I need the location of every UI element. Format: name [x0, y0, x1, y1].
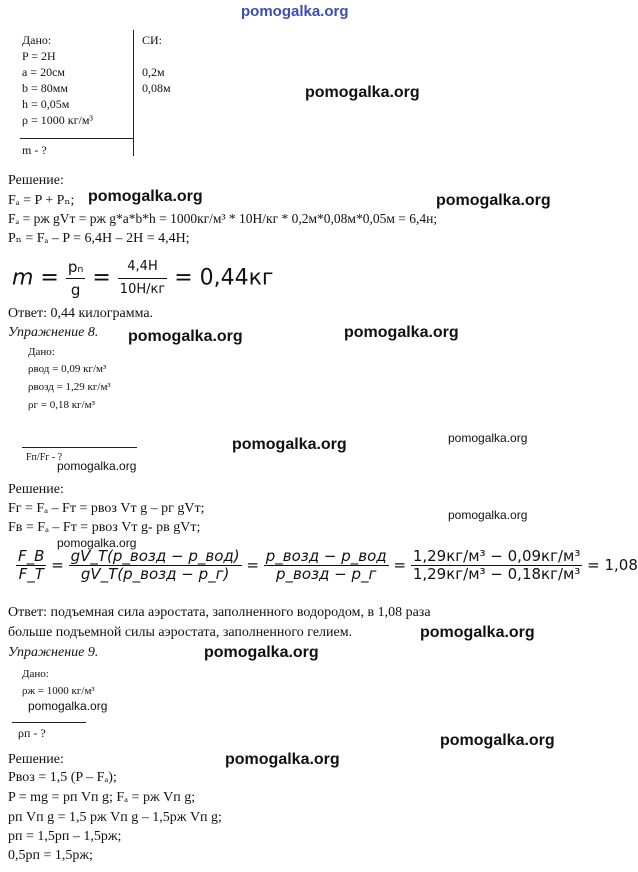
watermark[interactable]: pomogalka.org: [344, 324, 459, 341]
si-item: 0,2м: [142, 65, 165, 79]
formula-result: = 1,08: [587, 556, 638, 574]
given-item: ρвозд = 1,29 кг/м³: [28, 381, 111, 393]
fraction-numerator: 1,29кг/м³ − 0,09кг/м³: [412, 547, 581, 565]
formula-fraction: [411, 548, 583, 583]
formula-fraction: [66, 256, 86, 301]
find-label: m - ?: [22, 143, 47, 157]
solution-line: Fг = Fₐ – Fт = pвоз Vт g – pг gVт;: [8, 501, 205, 516]
fraction-numerator: gV_T(p_возд − p_вод): [70, 547, 240, 565]
given-item: h = 0,05м: [22, 97, 70, 111]
watermark[interactable]: pomogalka.org: [28, 699, 108, 713]
answer: Ответ: 0,44 килограмма.: [8, 306, 154, 321]
fraction-denominator: 10Н/кг: [119, 282, 166, 297]
fraction-denominator: 1,29кг/м³ − 0,18кг/м³: [412, 565, 581, 583]
solution-line: Pₙ = Fₐ – P = 6,4Н – 2Н = 4,4Н;: [8, 231, 190, 246]
formula-fraction: [69, 548, 242, 583]
formula-fraction: [16, 548, 46, 583]
answer: Ответ: подъемная сила аэростата, заполненного водородом, в 1,08 раза: [8, 605, 431, 620]
solution-line: P = mg = pп Vп g; Fₐ = pж Vп g;: [8, 790, 196, 805]
watermark[interactable]: pomogalka.org: [305, 84, 420, 101]
fraction-denominator: gV_T(p_возд − p_г): [80, 565, 230, 583]
watermark[interactable]: pomogalka.org: [57, 536, 137, 550]
given-item: P = 2H: [22, 49, 56, 63]
formula-equals: =: [92, 265, 111, 291]
fraction-numerator: pₙ: [66, 256, 86, 279]
si-item: 0,08м: [142, 81, 171, 95]
solution-title: Решение:: [8, 173, 64, 188]
watermark[interactable]: pomogalka.org: [128, 328, 243, 345]
solution-line: Pвоз = 1,5 (P – Fₐ);: [8, 770, 117, 785]
watermark[interactable]: pomogalka.org: [440, 732, 555, 749]
solution-title: Решение:: [8, 752, 64, 767]
watermark[interactable]: pomogalka.org: [420, 624, 535, 641]
find-label: Fп/Fг - ?: [26, 452, 63, 463]
watermark[interactable]: pomogalka.org: [57, 459, 137, 473]
fraction-denominator: g: [70, 281, 81, 299]
given-title: Дано:: [22, 668, 49, 680]
watermark[interactable]: pomogalka.org: [448, 431, 528, 445]
given-item: a = 20см: [22, 65, 66, 79]
mass-formula: [12, 256, 273, 301]
watermark[interactable]: pomogalka.org: [232, 436, 347, 453]
solution-line: 0,5pп = 1,5pж;: [8, 848, 93, 863]
fraction-numerator: 4,4Н: [118, 256, 167, 279]
watermark[interactable]: pomogalka.org: [225, 751, 340, 768]
fraction-denominator: F_T: [18, 565, 44, 583]
solution-line: Fв = Fₐ – Fт = pвоз Vт g- pв gVт;: [8, 520, 201, 535]
formula-fraction: [264, 548, 389, 583]
given-underline: [12, 722, 86, 723]
given-item: ρ = 1000 кг/м³: [22, 113, 94, 127]
watermark[interactable]: pomogalka.org: [88, 188, 203, 205]
find-label: ρп - ?: [18, 726, 46, 740]
exercise-title: Упражнение 9.: [8, 645, 99, 660]
given-item: b = 80мм: [22, 81, 68, 95]
formula-lhs: m =: [12, 265, 59, 291]
given-item: ρвод = 0,09 кг/м³: [28, 363, 107, 375]
lift-ratio-formula: $\frac{F\_B}{F\_T}$ = $\frac{\text{gV\_T(p\_возд − p\_вод)}}{\text{gV\_T(p\_возд − p\_г)}}$ = $\frac{\text{p\_возд − p\_вод}}{\text{p\_возд − p\_г}}$ = $\frac{\text{1,29кг/м³ − 0,09кг/м³}}{\text{1,29кг/м³ − 0,18кг/м³}}$ = 1,08: [18, 547, 638, 583]
given-underline: [22, 447, 137, 448]
given-item: ρг = 0,18 кг/м³: [28, 399, 95, 411]
formula-fraction: [118, 256, 167, 301]
given-underline: [20, 138, 134, 139]
formula-result: = 0,44кг: [174, 265, 274, 291]
solution-line: Fₐ = P + Pₙ;: [8, 193, 75, 208]
watermark[interactable]: pomogalka.org: [448, 508, 528, 522]
solution-line: pп = 1,5pп – 1,5pж;: [8, 829, 122, 844]
given-item: ρж = 1000 кг/м³: [22, 685, 95, 697]
si-title: СИ:: [142, 33, 163, 47]
solution-title: Решение:: [8, 482, 64, 497]
given-title: Дано:: [22, 33, 52, 47]
solution-line: Fₐ = pж gVт = pж g*a*b*h = 1000кг/м³ * 10Н/кг * 0,2м*0,08м*0,05м = 6,4н;: [8, 211, 438, 226]
answer: больше подъемной силы аэростата, заполненного гелием.: [8, 625, 353, 640]
watermark-top[interactable]: pomogalka.org: [241, 3, 349, 20]
watermark[interactable]: pomogalka.org: [436, 192, 551, 209]
given-title: Дано:: [28, 346, 55, 358]
solution-line: pп Vп g = 1,5 pж Vп g – 1,5pж Vп g;: [8, 810, 222, 825]
fraction-numerator: F_B: [18, 547, 45, 565]
watermark[interactable]: pomogalka.org: [204, 644, 319, 661]
fraction-numerator: p_возд − p_вод: [265, 547, 387, 565]
fraction-denominator: p_возд − p_г: [276, 565, 377, 583]
exercise-title: Упражнение 8.: [8, 325, 99, 340]
